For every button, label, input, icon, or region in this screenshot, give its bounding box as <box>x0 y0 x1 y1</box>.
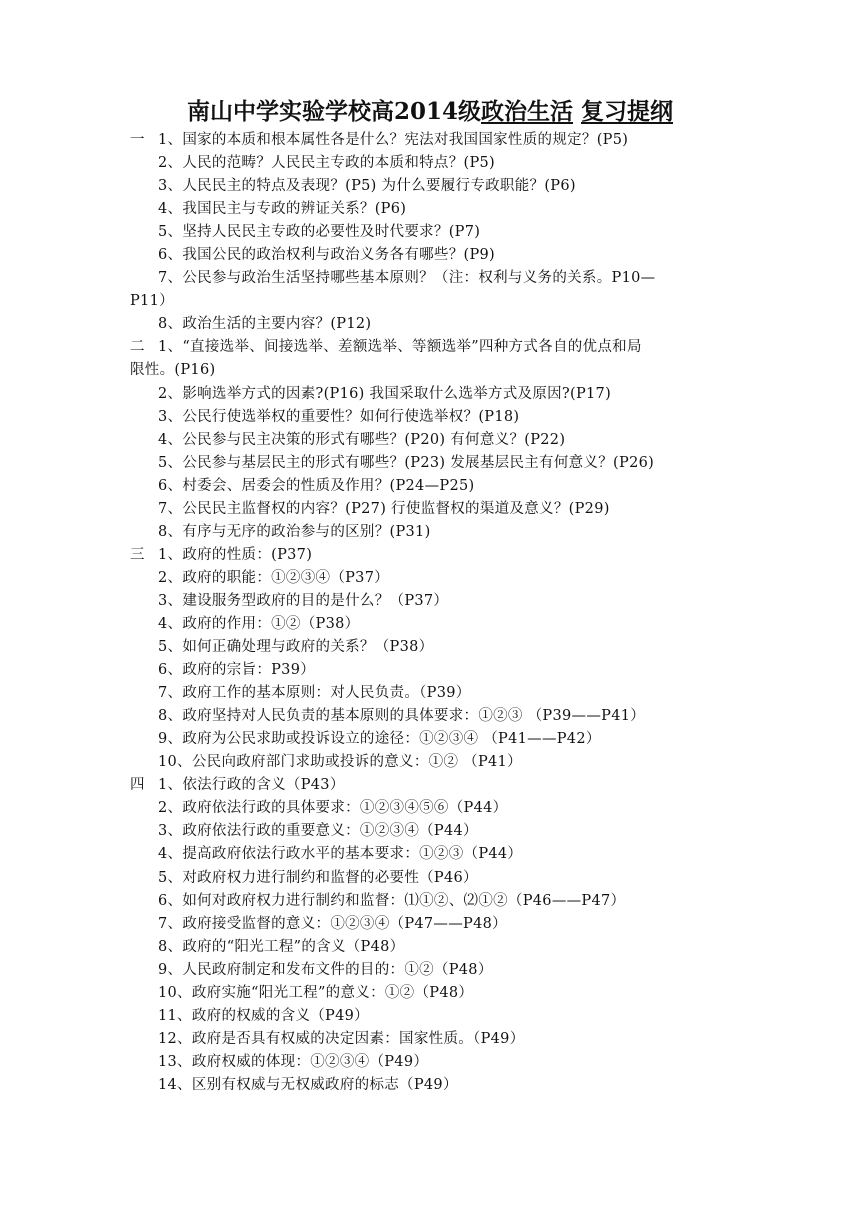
outline-item-text: 6、我国公民的政治权利与政治义务各有哪些？(P9) <box>158 247 496 264</box>
outline-item <box>130 429 730 452</box>
outline-item <box>130 452 730 475</box>
outline-item <box>130 152 730 175</box>
title-suffix: 复习提纲 <box>581 98 674 125</box>
outline-item <box>130 221 730 244</box>
outline-item-text: 13、政府权威的体现：①②③④（P49） <box>158 1053 429 1070</box>
outline-item <box>130 774 730 797</box>
outline-item <box>130 659 730 682</box>
outline-item-text: 1、依法行政的含义（P43） <box>158 777 345 794</box>
outline-item <box>130 313 730 336</box>
outline-item <box>130 1051 730 1074</box>
section-number: 一 <box>130 132 145 148</box>
outline-item-text: 8、政治生活的主要内容？(P12) <box>158 316 372 333</box>
outline-item <box>130 890 730 913</box>
outline-item-text: 限性。(P16) <box>130 362 216 379</box>
outline-item <box>130 383 730 406</box>
outline-item-text: 10、政府实施“阳光工程”的意义：①②（P48） <box>158 984 474 1001</box>
outline-item-text: 3、人民民主的特点及表现？(P5) 为什么要履行专政职能？(P6) <box>158 178 576 195</box>
outline-item-text: 1、国家的本质和根本属性各是什么？宪法对我国国家性质的规定？(P5) <box>158 132 629 148</box>
outline-item <box>130 728 730 751</box>
outline-item-text: 9、人民政府制定和发布文件的目的：①②（P48） <box>158 961 493 978</box>
outline-item-text: 4、公民参与民主决策的形式有哪些？(P20) 有何意义？(P22) <box>158 431 566 448</box>
outline-item <box>130 636 730 659</box>
outline-item-text: 7、公民参与政治生活坚持哪些基本原则？（注：权利与义务的关系。P10— <box>158 270 656 287</box>
outline-item-text: 4、我国民主与专政的辨证关系？(P6) <box>158 201 407 218</box>
outline-item-text: 7、政府工作的基本原则：对人民负责。（P39） <box>158 685 471 702</box>
section-number: 三 <box>130 546 145 563</box>
outline-item-text: 2、政府依法行政的具体要求：①②③④⑤⑥（P44） <box>158 800 508 817</box>
outline-item <box>130 544 730 567</box>
outline-item-text: 6、村委会、居委会的性质及作用？(P24—P25) <box>158 477 475 494</box>
outline-item-text: 10、公民向政府部门求助或投诉的意义：①② （P41） <box>158 754 522 771</box>
outline-item-text: 1、“直接选举、间接选举、差额选举、等额选举”四种方式各自的优点和局 <box>158 339 642 356</box>
outline-item-text: 7、政府接受监督的意义：①②③④（P47——P48） <box>158 915 507 932</box>
outline-item <box>130 336 730 359</box>
page-title <box>0 92 860 132</box>
outline-item-text: 5、对政府权力进行制约和监督的必要性（P46） <box>158 869 478 886</box>
outline-item <box>130 129 730 152</box>
outline-item <box>130 521 730 544</box>
outline-item-text: 5、公民参与基层民主的形式有哪些？(P23) 发展基层民主有何意义？(P26) <box>158 454 655 471</box>
outline-item-text: 4、政府的作用：①②（P38） <box>158 615 360 632</box>
outline-item <box>130 244 730 267</box>
outline-item <box>130 590 730 613</box>
outline-item <box>130 267 730 290</box>
outline-item-text: 6、政府的宗旨：P39） <box>158 662 316 679</box>
outline-item <box>130 936 730 959</box>
outline-item <box>130 867 730 890</box>
outline-item <box>130 498 730 521</box>
outline-item <box>130 913 730 936</box>
outline-item-text: 5、如何正确处理与政府的关系？（P38） <box>158 639 434 656</box>
outline-item-text: 8、有序与无序的政治参与的区别？(P31) <box>158 523 431 540</box>
outline-item <box>130 820 730 843</box>
outline-item-text: 3、公民行使选举权的重要性？如何行使选举权？(P18) <box>158 408 520 425</box>
outline-item <box>130 682 730 705</box>
outline-item-text: 2、政府的职能：①②③④（P37） <box>158 569 390 586</box>
outline-item <box>130 613 730 636</box>
outline-item <box>130 705 730 728</box>
outline-item-text: P11） <box>130 293 174 310</box>
outline-item <box>130 1005 730 1028</box>
outline-item-text: 2、影响选举方式的因素?(P16) 我国采取什么选举方式及原因?(P17) <box>158 385 612 402</box>
outline-item-text: 14、区别有权威与无权威政府的标志（P49） <box>158 1076 458 1093</box>
title-prefix: 南山中学实验学校高2014级 <box>186 98 481 125</box>
outline-item <box>130 1074 730 1097</box>
outline-list <box>130 129 730 1097</box>
outline-item-text: 7、公民民主监督权的内容？(P27) 行使监督权的渠道及意义？(P29) <box>158 500 610 517</box>
outline-item-text: 3、政府依法行政的重要意义：①②③④（P44） <box>158 823 478 840</box>
outline-line-continuation <box>130 290 730 313</box>
outline-item <box>130 175 730 198</box>
title-subject: 政治生活 <box>481 98 573 125</box>
section-number: 四 <box>130 777 145 794</box>
outline-item <box>130 797 730 820</box>
outline-item-text: 5、坚持人民民主专政的必要性及时代要求？(P7) <box>158 224 481 241</box>
outline-item-text: 3、建设服务型政府的目的是什么？（P37） <box>158 592 449 609</box>
outline-item <box>130 198 730 221</box>
outline-item-text: 1、政府的性质：(P37) <box>158 546 313 563</box>
outline-item-text: 6、如何对政府权力进行制约和监督：⑴①②、⑵①②（P46——P47） <box>158 892 626 909</box>
outline-item-text: 8、政府的“阳光工程”的含义（P48） <box>158 938 405 955</box>
outline-item-text: 11、政府的权威的含义（P49） <box>158 1007 369 1024</box>
outline-item <box>130 475 730 498</box>
outline-item <box>130 1028 730 1051</box>
outline-item <box>130 406 730 429</box>
outline-item-text: 8、政府坚持对人民负责的基本原则的具体要求：①②③ （P39——P41） <box>158 708 646 725</box>
outline-item-text: 2、人民的范畴？人民民主专政的本质和特点？(P5) <box>158 155 496 172</box>
outline-item <box>130 751 730 774</box>
outline-item-text: 4、提高政府依法行政水平的基本要求：①②③（P44） <box>158 846 523 863</box>
outline-item <box>130 567 730 590</box>
outline-item <box>130 843 730 866</box>
outline-item <box>130 982 730 1005</box>
outline-item-text: 9、政府为公民求助或投诉设立的途径：①②③④ （P41——P42） <box>158 731 601 748</box>
outline-line-continuation <box>130 359 730 382</box>
outline-item-text: 12、政府是否具有权威的决定因素：国家性质。（P49） <box>158 1030 525 1047</box>
section-number: 二 <box>130 339 145 356</box>
outline-item <box>130 959 730 982</box>
